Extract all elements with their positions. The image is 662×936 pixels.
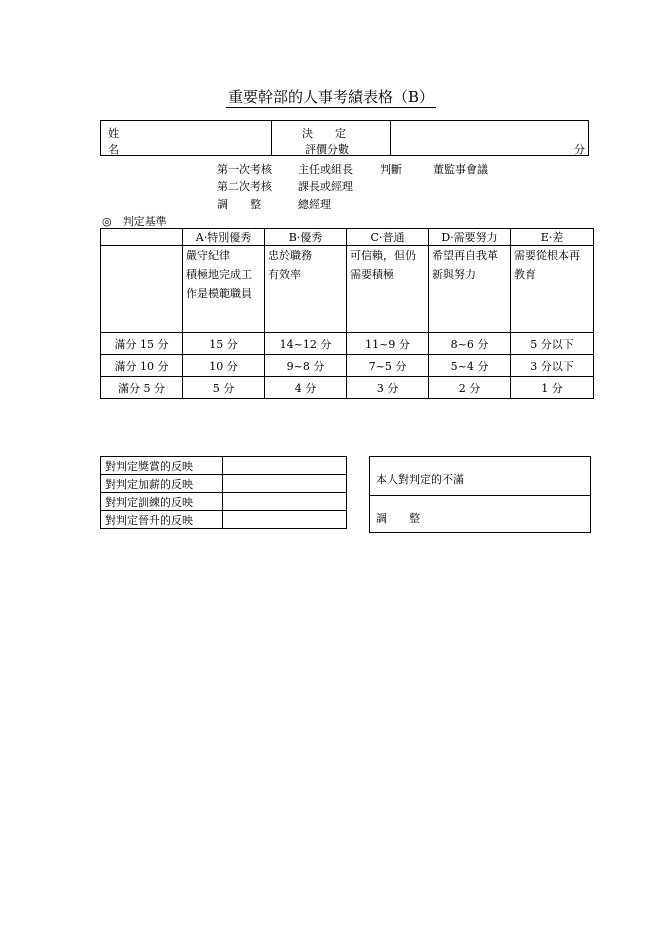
reaction-value-field[interactable] [223,493,347,511]
dissatisfaction-box [369,456,591,533]
score-row-label: 滿分 5 分 [101,377,183,399]
grade-header: E·差 [511,229,594,246]
grade-header: C·普通 [347,229,429,246]
reaction-label: 對判定訓練的反映 [101,493,223,511]
dissatisfaction-label: 本人對判定的不滿 [376,473,464,486]
name-label-2: 名 [108,143,119,156]
score-cell: 7~5 分 [347,355,429,377]
grade-header-row [101,229,594,246]
reaction-row [101,457,347,475]
reaction-row [101,511,347,529]
reaction-row [101,475,347,493]
header-box [100,120,589,156]
score-cell: 15 分 [183,333,265,355]
reaction-row [101,493,347,511]
score-cell: 11~9 分 [347,333,429,355]
reaction-value-field[interactable] [223,457,347,475]
score-label: 評價分數 [305,143,349,156]
score-unit: 分 [574,143,585,156]
score-cell: 5~4 分 [429,355,511,377]
score-row [101,355,594,377]
reaction-value-field[interactable] [223,511,347,529]
score-cell: 5 分 [183,377,265,399]
score-row [101,377,594,399]
reaction-label: 對判定晉升的反映 [101,511,223,529]
score-cell: 1 分 [511,377,594,399]
grade-header: A·特別優秀 [183,229,265,246]
decision-label: 決 定 [302,127,346,140]
reaction-table [100,456,347,529]
reaction-label: 對判定獎賞的反映 [101,457,223,475]
reaction-value-field[interactable] [223,475,347,493]
grade-description: 忠於職務 有效率 [265,246,347,333]
adjustment-label: 調 整 [376,512,420,525]
reaction-label: 對判定加薪的反映 [101,475,223,493]
grade-description: 嚴守紀律 積極地完成工 作是模範職員 [183,246,265,333]
grade-description: 希望再自我革 新與努力 [429,246,511,333]
name-label-1: 姓 [108,127,119,140]
score-row-label: 滿分 15 分 [101,333,183,355]
score-cell: 2 分 [429,377,511,399]
grade-header: D·需要努力 [429,229,511,246]
grade-description: 需要從根本再 教育 [511,246,594,333]
score-cell: 3 分以下 [511,355,594,377]
score-cell: 8~6 分 [429,333,511,355]
score-cell: 14~12 分 [265,333,347,355]
grade-header: B·優秀 [265,229,347,246]
grading-table [100,228,594,399]
criteria-label: ◎ 判定基準 [102,215,167,228]
score-cell: 3 分 [347,377,429,399]
score-row-label: 滿分 10 分 [101,355,183,377]
score-cell: 9~8 分 [265,355,347,377]
grade-description-row [101,246,594,333]
score-cell: 4 分 [265,377,347,399]
score-cell: 5 分以下 [511,333,594,355]
score-row [101,333,594,355]
score-cell: 10 分 [183,355,265,377]
grade-description: 可信賴，但仍 需要積極 [347,246,429,333]
page-title: 重要幹部的人事考績表格（B） [227,88,435,106]
